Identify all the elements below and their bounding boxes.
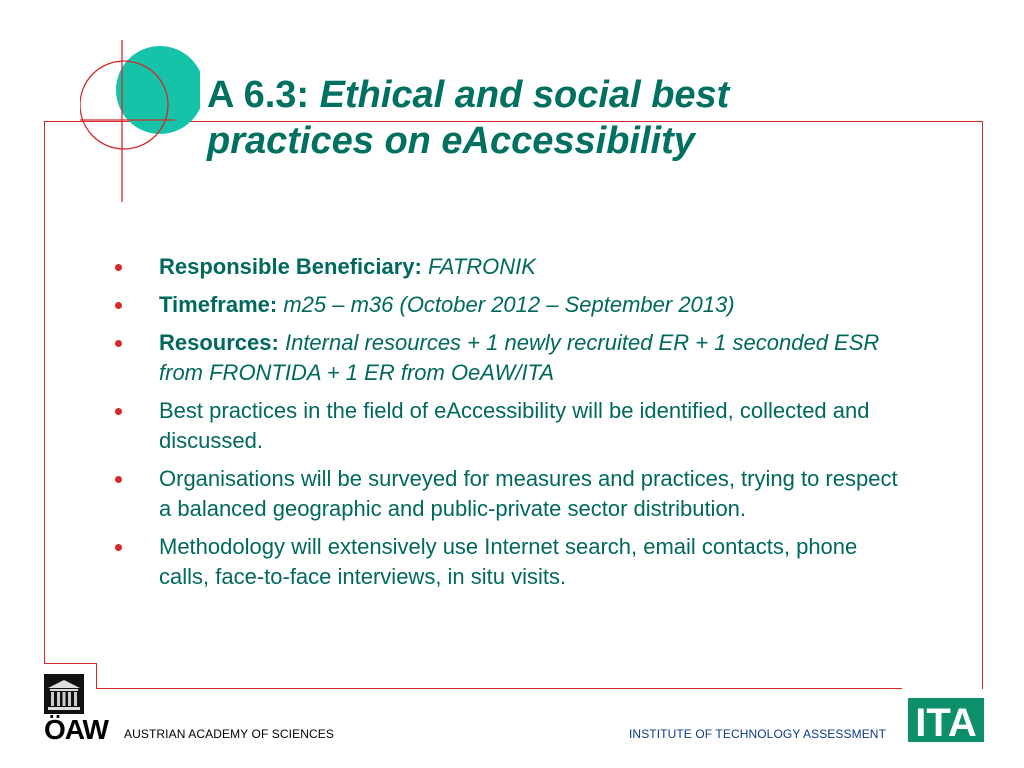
bullet-item xyxy=(112,532,912,592)
bullet-value: FATRONIK xyxy=(428,254,536,279)
bullet-item xyxy=(112,290,912,320)
ita-logo-text: ITA xyxy=(915,701,977,742)
bullet-text: Best practices in the field of eAccessibility will be identified, collected and discussed. xyxy=(159,398,870,453)
title-line2: practices on eAccessibility xyxy=(207,120,695,162)
frame-right-line xyxy=(982,121,983,689)
title-prefix: A 6.3: xyxy=(207,74,320,116)
bullet-label: Timeframe: xyxy=(159,292,278,317)
ita-logo xyxy=(908,698,984,742)
title-line1: Ethical and social best xyxy=(319,74,730,116)
bullet-dot-icon xyxy=(115,408,122,415)
frame-bottom-left-h xyxy=(44,663,97,664)
bullet-dot-icon xyxy=(115,340,122,347)
bullet-item xyxy=(112,396,912,456)
bullet-value: m25 – m36 (October 2012 – September 2013) xyxy=(283,292,735,317)
frame-bottom-line xyxy=(96,688,902,689)
bullet-value: Internal resources + 1 newly recruited ER + 1 seconded ESR from FRONTIDA + 1 ER from OeAW/ITA xyxy=(159,330,880,385)
frame-bottom-right-v xyxy=(901,688,902,689)
slide-title xyxy=(207,72,967,164)
bullet-text: Organisations will be surveyed for measures and practices, trying to respect a balanced geographic and public-private sector distribution. xyxy=(159,466,898,521)
bullet-dot-icon xyxy=(115,264,122,271)
bullet-dot-icon xyxy=(115,302,122,309)
ita-caption: INSTITUTE OF TECHNOLOGY ASSESSMENT xyxy=(629,727,886,741)
academy-caption: AUSTRIAN ACADEMY OF SCIENCES xyxy=(124,727,334,741)
bullet-list xyxy=(112,252,912,600)
bullet-item xyxy=(112,464,912,524)
bullet-dot-icon xyxy=(115,544,122,551)
bullet-item xyxy=(112,252,912,282)
academy-building-icon xyxy=(44,674,84,714)
bullet-label: Responsible Beneficiary: xyxy=(159,254,422,279)
oaw-logo-text: ÖAW xyxy=(44,714,108,745)
frame-bottom-left-v xyxy=(96,663,97,689)
frame-left-line xyxy=(44,121,45,664)
bullet-item xyxy=(112,328,912,388)
circle-decoration xyxy=(80,40,200,210)
bullet-text: Methodology will extensively use Internet search, email contacts, phone calls, face-to-face interviews, in situ visits. xyxy=(159,534,858,589)
bullet-label: Resources: xyxy=(159,330,279,355)
bullet-dot-icon xyxy=(115,476,122,483)
